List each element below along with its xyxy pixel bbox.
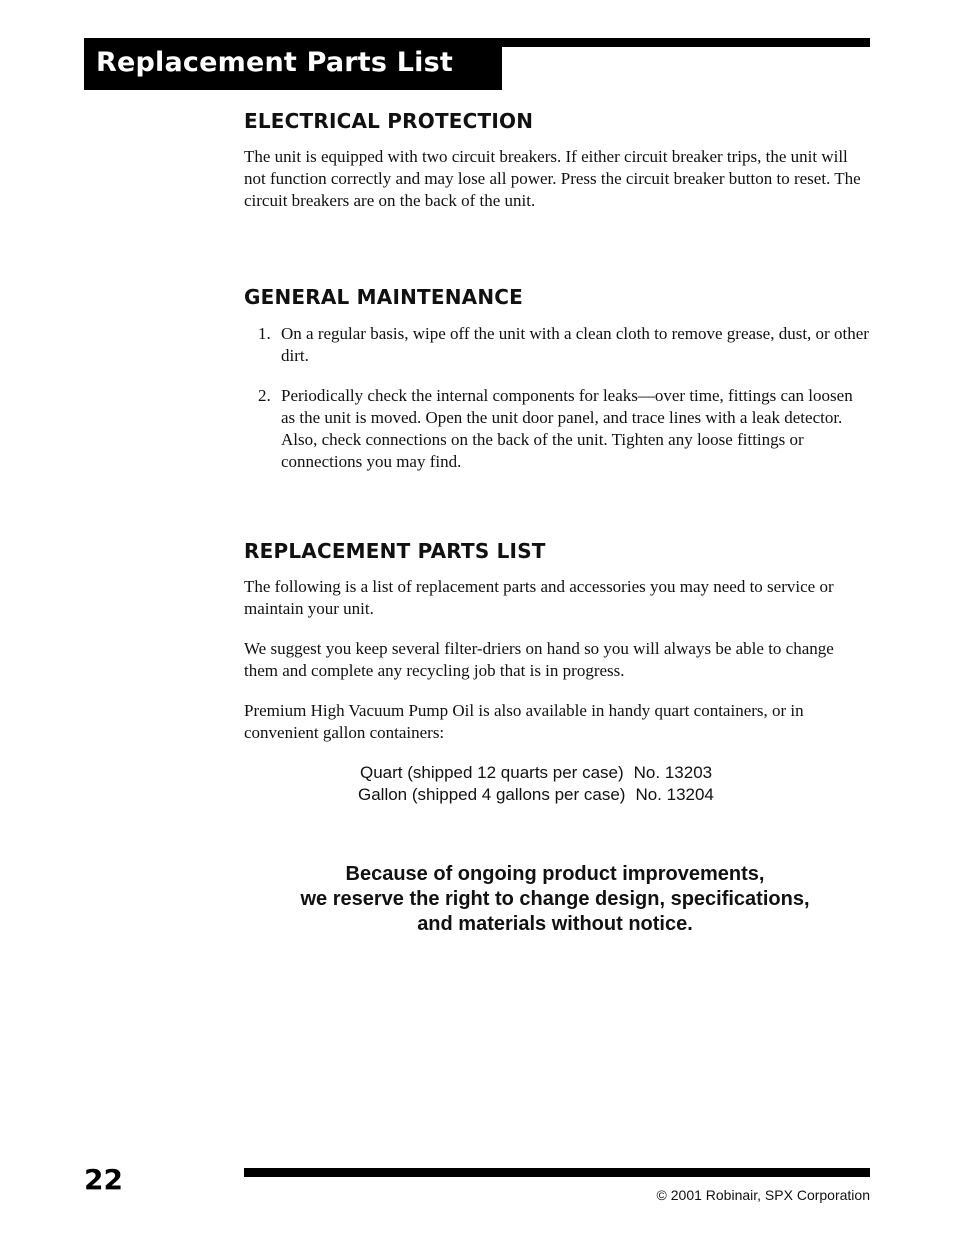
heading-general-maintenance: GENERAL MAINTENANCE: [244, 285, 524, 309]
parts-intro-paragraph: The following is a list of replacement parts and accessories you may need to service or maintain your unit.: [244, 577, 834, 618]
product-improvement-notice: [244, 862, 866, 937]
bottom-rule: [244, 1168, 870, 1177]
copyright-notice: © 2001 Robinair, SPX Corporation: [656, 1187, 870, 1203]
pump-oil-paragraph: Premium High Vacuum Pump Oil is also available in handy quart containers, or in convenient gallon containers:: [244, 701, 804, 742]
list-item-number: 1.: [258, 324, 271, 343]
maintenance-list: [244, 323, 870, 473]
pump-oil-part-number: No. 13204: [635, 785, 714, 804]
notice-line: we reserve the right to change design, specifications,: [300, 888, 810, 910]
list-item: [244, 323, 870, 367]
filter-driers-paragraph: We suggest you keep several filter-driers on hand so you will always be able to change them and complete any recycling job that is in progress.: [244, 639, 834, 680]
list-item-text: On a regular basis, wipe off the unit with a clean cloth to remove grease, dust, or other dirt.: [281, 324, 869, 365]
heading-electrical-protection: ELECTRICAL PROTECTION: [244, 109, 534, 133]
page-title: Replacement Parts List: [96, 47, 454, 78]
pump-oil-description: Gallon (shipped 4 gallons per case): [358, 785, 626, 804]
pump-oil-list: [360, 762, 870, 806]
notice-line: Because of ongoing product improvements,: [345, 863, 765, 885]
electrical-protection-body: The unit is equipped with two circuit breakers. If either circuit breaker trips, the unit will not function correctly and may lose all power. Press the circuit breaker button to reset. The circuit breakers are on the back of the unit.: [244, 147, 861, 210]
list-item: [244, 385, 870, 473]
pump-oil-part-number: No. 13203: [633, 763, 713, 782]
list-item-number: 2.: [258, 386, 271, 405]
pump-oil-row-quart: [360, 762, 870, 784]
list-item-text: Periodically check the internal components for leaks—over time, fittings can loosen as the unit is moved. Open the unit door panel, and trace lines with a leak detector. Also, check connections on the back of the unit. Tighten any loose fittings or connections you may find.: [281, 386, 853, 471]
pump-oil-row-gallon: [358, 784, 870, 806]
pump-oil-description: Quart (shipped 12 quarts per case): [360, 763, 624, 782]
main-content: [244, 106, 870, 806]
heading-replacement-parts-list: REPLACEMENT PARTS LIST: [244, 539, 546, 563]
page-number: 22: [84, 1163, 123, 1196]
notice-line: and materials without notice.: [417, 913, 693, 935]
